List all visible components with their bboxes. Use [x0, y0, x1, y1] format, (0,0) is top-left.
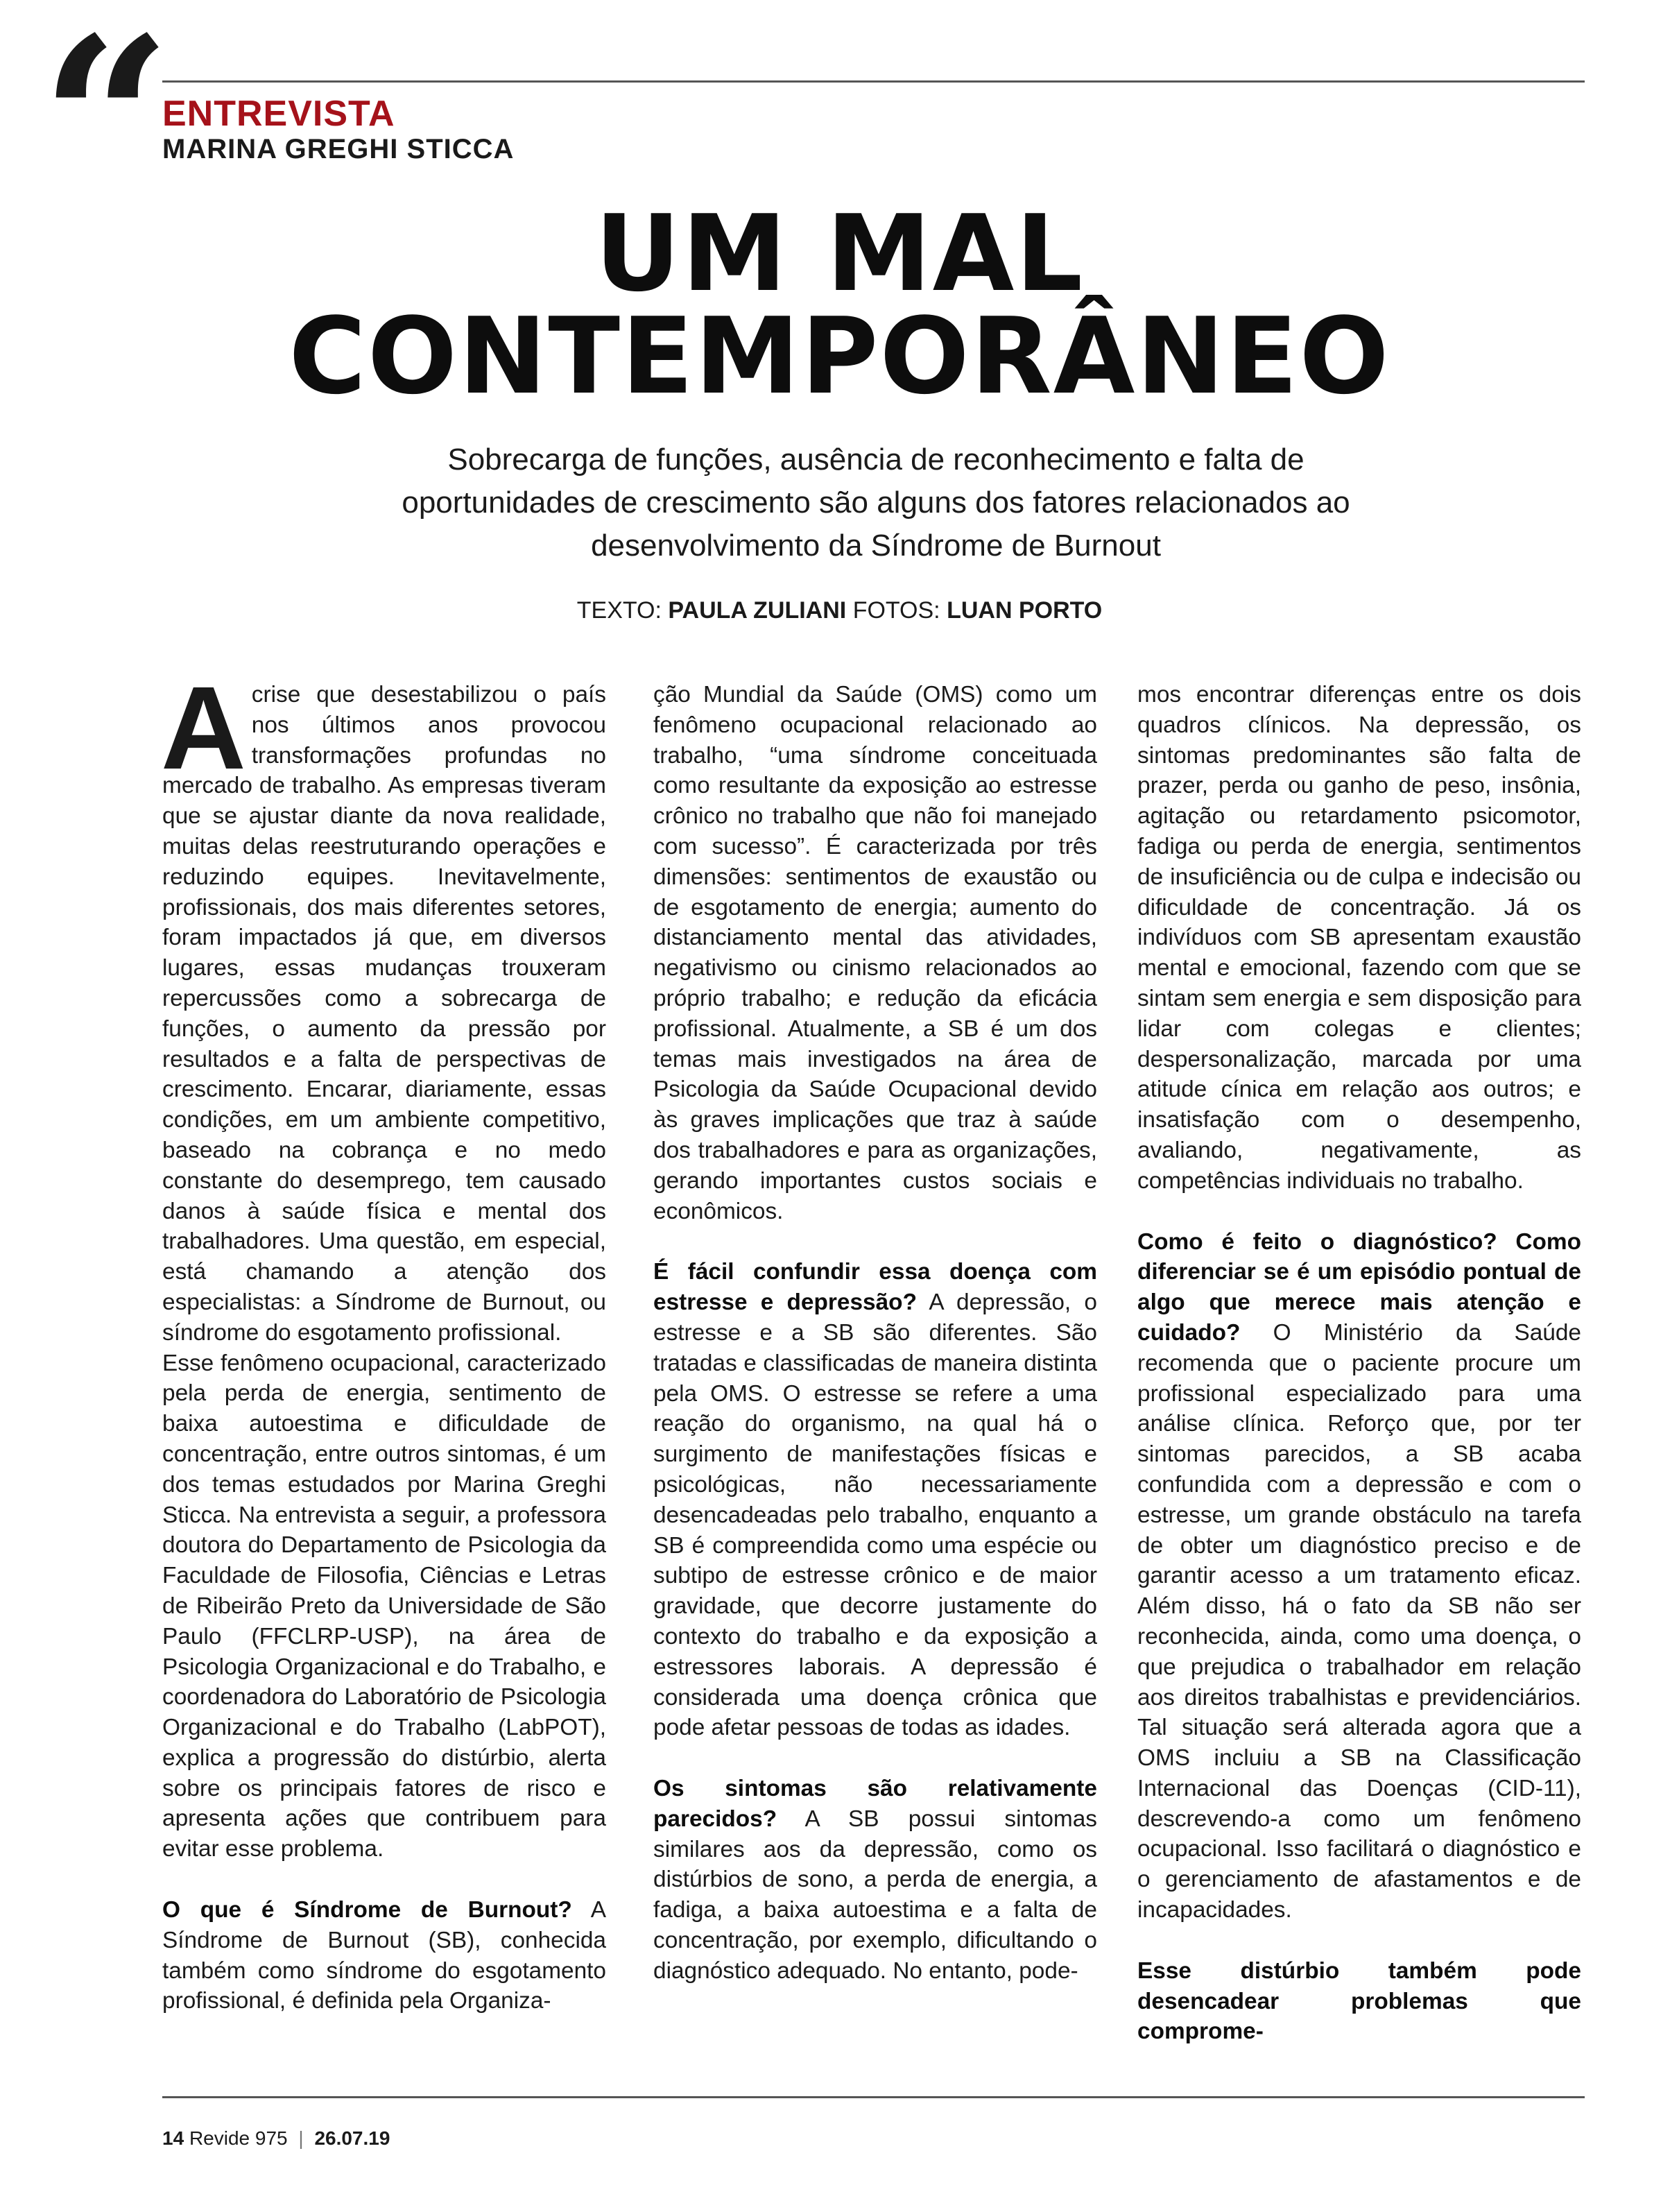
answer-4: O Ministério da Saúde recomenda que o paciente procure um profissional especializado para uma análise clínica. Reforço que, por ter sintomas parecidos, a SB acaba confundida com a depressão e com o estresse, um grande obstáculo na tarefa de obter um diagnóstico preciso e de garantir acesso a um tratamento eficaz. Além disso, há o fato da SB não ser reconhecida, ainda, como uma doença, o que prejudica o trabalhador em relação aos direitos trabalhistas e previdenciários. Tal situação será alterada agora que a OMS incluiu a SB na Classificação Internacional das Doenças (CID-11), descrevendo-a como um fenômeno ocupacional. Isso facilitará o diagnóstico e o gerenciamento de afastamentos e de incapacidades. [1137, 1319, 1581, 1923]
intro-text: crise que desestabilizou o país nos últimos anos provocou transformações profundas no mercado de trabalho. As empresas tiveram que se ajustar diante da nova realidade, muitas delas reestruturando operações e reduzindo equipes. Inevitavelmente, profissionais, dos mais diferentes setores, foram impactados já que, em diversos lugares, essas mudanças trouxeram repercussões como a sobrecarga de funções, o aumento da pressão por resultados e a falta de perspectivas de crescimento. Encarar, diariamente, essas condições, em um ambiente competitivo, baseado na cobrança e no medo constante do desemprego, tem causado danos à saúde física e mental dos trabalhadores. Uma questão, em especial, está chamando a atenção dos especialistas: a Síndrome de Burnout, ou síndrome do esgotamento profissional. [162, 682, 606, 1346]
question-1: O que é Síndrome de Burnout? [162, 1897, 572, 1923]
intro-paragraph [161, 662, 606, 1348]
answer-1-part-1: A Síndrome de Burnout (SB), conhecida também como síndrome do esgotamento profissional, é definida pela Organiza- [162, 1897, 606, 2014]
answer-3-part-2: mos encontrar diferenças entre os dois quadros clínicos. Na depressão, os sintomas predominantes são falta de prazer, perda ou ganho de peso, insônia, agitação ou retardamento psicomotor, fadiga ou perda de energia, sentimentos de insuficiência ou de culpa e indecisão ou dificuldade de concentração. Já os indivíduos com SB apresentam exaustão mental e emocional, fazendo com que se sintam sem energia e sem disposição para lidar com colegas e clientes; despersonalização, marcada por uma atitude cínica em relação aos outros; e insatisfação com o desempenho, avaliando, negativamente, as competências individuais no trabalho. [1137, 682, 1581, 1194]
question-5: Esse distúrbio também pode desencadear problemas que comprome- [1137, 1957, 1581, 2045]
interviewee-name: MARINA GREGHI STICCA [162, 134, 515, 164]
headline [0, 192, 1679, 418]
qa-5 [1137, 1956, 1581, 2047]
subtitle: Sobrecarga de funções, ausência de reconhecimento e falta de oportunidades de crescimento são alguns dos fatores relacionados ao desenvolvimento da Síndrome de Burnout [402, 443, 1350, 563]
bottom-rule [162, 2096, 1585, 2098]
column-3 [1137, 680, 1581, 2047]
quote-mark-icon: “ [40, 0, 158, 256]
top-rule [162, 80, 1585, 83]
qa-3 [653, 1774, 1097, 1987]
qa-4 [1137, 1227, 1581, 1926]
photo-label: FOTOS: [852, 597, 940, 624]
answer-2: A depressão, o estresse e a SB são diferentes. São tratadas e classificadas de maneira distinta pela OMS. O estresse se refere a uma reação do organismo, na qual há o surgimento de manifestações físicas e psicológicas, não necessariamente desencadeadas pelo trabalho, enquanto a SB é compreendida como uma espécie ou subtipo de estresse crônico e de maior gravidade, que decorre justamente do contexto do trabalho e da exposição a estressores laborais. A depressão é considerada uma doença crônica que pode afetar pessoas de todas as idades. [653, 1289, 1098, 1741]
column-2 [653, 680, 1097, 1987]
question-4: Como é feito o diagnóstico? Como diferenciar se é um episódio pontual de algo que merece mais atenção e cuidado? [1137, 1228, 1581, 1346]
qa-2 [653, 1257, 1097, 1743]
page-footer [162, 2127, 390, 2150]
answer-1-part-2: ção Mundial da Saúde (OMS) como um fenômeno ocupacional relacionado ao trabalho, “uma síndrome conceituada como resultante da exposição ao estresse crônico no trabalho que não foi manejado com sucesso”. É caracterizada por três dimensões: sentimentos de exaustão ou de esgotamento de energia; aumento do distanciamento mental das atividades, negativismo ou cinismo relacionados ao próprio trabalho; e redução da eficácia profissional. Atualmente, a SB é um dos temas mais investigados na área de Psicologia da Saúde Ocupacional devido às graves implicações que traz à saúde dos trabalhadores e para as organizações, gerando importantes custos sociais e econômicos. [653, 682, 1097, 1224]
footer-separator: | [298, 2127, 304, 2149]
magazine-issue: Revide 975 [189, 2127, 288, 2149]
text-author: PAULA ZULIANI [668, 597, 847, 624]
question-2: É fácil confundir essa doença com estresse e depressão? [653, 1259, 1097, 1316]
column-1 [161, 662, 606, 2016]
text-label: TEXTO: [576, 597, 662, 624]
headline-line-2: CONTEMPORÂNEO [289, 295, 1390, 418]
answer-3-part-1: A SB possui sintomas similares aos da depressão, como os distúrbios de sono, a perda de energia, a fadiga, a baixa autoestima e a falta de concentração, por exemplo, dificultando o diagnóstico adequado. No entanto, pode- [653, 1806, 1097, 1984]
headline-line-1: UM MAL [594, 192, 1085, 315]
page-number: 14 [162, 2127, 184, 2149]
qa-1 [162, 1895, 606, 2016]
credits [0, 595, 1679, 626]
photo-author: LUAN PORTO [947, 597, 1103, 624]
intro-paragraph-2: Esse fenômeno ocupacional, caracterizado pela perda de energia, sentimento de baixa autoestima e dificuldade de concentração, entre outros sintomas, é um dos temas estudados por Marina Greghi Sticca. Na entrevista a seguir, a professora doutora do Departamento de Psicologia da Faculdade de Filosofia, Ciências e Letras de Ribeirão Preto da Universidade de São Paulo (FFCLRP-USP), na área de Psicologia Organizacional e do Trabalho, e coordenadora do Laboratório de Psicologia Organizacional e do Trabalho (LabPOT), explica a progressão do distúrbio, alerta sobre os principais fatores de risco e apresenta ações que contribuem para evitar esse problema. [162, 1350, 606, 1862]
issue-date: 26.07.19 [314, 2127, 390, 2149]
section-label: ENTREVISTA [162, 94, 395, 134]
question-3: Os sintomas são relativamente parecidos? [653, 1776, 1097, 1832]
drop-cap: A [161, 662, 246, 794]
